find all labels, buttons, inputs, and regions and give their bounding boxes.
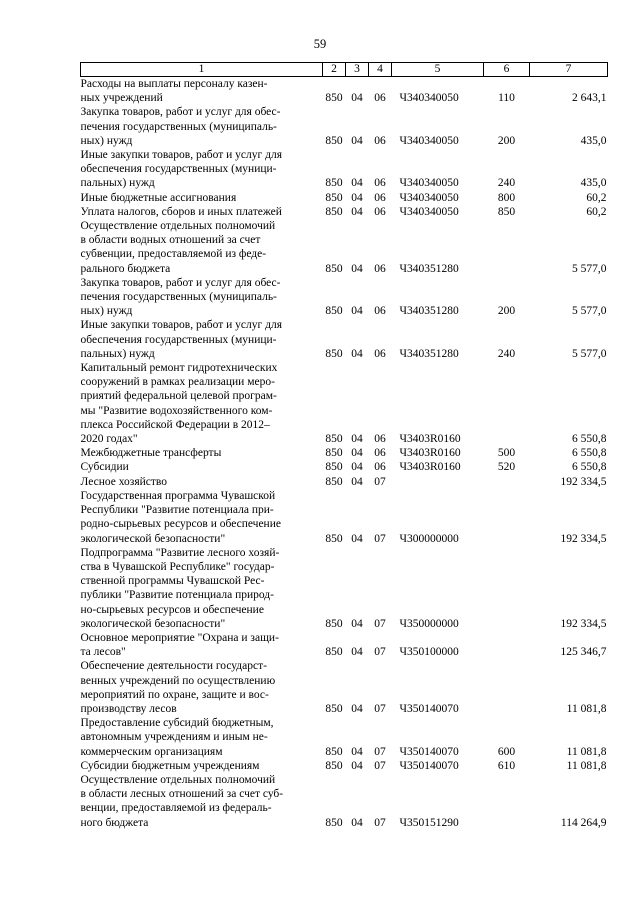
row-gr-code: 850 bbox=[325, 447, 343, 460]
row-description bbox=[81, 446, 323, 460]
row-description-line: Подпрограмма "Развитие лесного хозяй- bbox=[80, 546, 280, 559]
row-amount: 6 550,8 bbox=[572, 461, 607, 474]
row-description-line: плекса Российской Федерации в 2012– bbox=[80, 418, 270, 431]
row-target-article: Ч340340050 bbox=[399, 92, 459, 105]
table-row bbox=[81, 773, 608, 830]
row-description-line: Субсидии бюджетным учреждениям bbox=[80, 759, 260, 772]
row-target-article: Ч350000000 bbox=[399, 617, 459, 630]
row-description-line: пальных) нужд bbox=[80, 177, 155, 190]
row-amount: 11 081,8 bbox=[566, 745, 607, 758]
table-row bbox=[81, 489, 608, 546]
row-rz-code: 04 bbox=[351, 475, 363, 488]
row-gr-code: 850 bbox=[325, 532, 343, 545]
row-rz-code: 04 bbox=[351, 262, 363, 275]
row-pr-code: 06 bbox=[374, 177, 386, 190]
row-description-line: пальных) нужд bbox=[80, 347, 155, 360]
row-pr-code: 07 bbox=[374, 745, 386, 758]
row-description bbox=[81, 475, 323, 489]
page-number: 59 bbox=[313, 37, 327, 51]
row-description bbox=[81, 716, 323, 759]
row-description-line: автономным учреждениям и иным не- bbox=[80, 731, 268, 744]
row-expense-type bbox=[484, 773, 530, 830]
row-description-line: Расходы на выплаты персоналу казен- bbox=[80, 78, 268, 90]
row-pr-code: 07 bbox=[374, 532, 386, 545]
row-description bbox=[81, 773, 323, 830]
table-row bbox=[81, 460, 608, 474]
row-target-article: Ч3403R0160 bbox=[399, 461, 461, 474]
row-amount: 435,0 bbox=[580, 134, 607, 147]
row-target-article: Ч340340050 bbox=[399, 191, 459, 204]
row-description bbox=[81, 205, 323, 219]
row-gr-code: 850 bbox=[325, 461, 343, 474]
row-description bbox=[81, 759, 323, 773]
row-description bbox=[81, 191, 323, 205]
row-rz-code: 04 bbox=[351, 759, 363, 772]
row-pr-code: 06 bbox=[374, 461, 386, 474]
row-target-article: Ч3403R0160 bbox=[399, 433, 461, 446]
row-description bbox=[81, 489, 323, 546]
table-row bbox=[81, 361, 608, 446]
row-target-article: Ч340340050 bbox=[399, 177, 459, 190]
row-expense-type bbox=[484, 361, 530, 446]
row-description-line: печения государственных (муниципаль- bbox=[80, 120, 277, 133]
row-description-line: ных) нужд bbox=[80, 305, 133, 318]
row-expense-type: 850 bbox=[497, 205, 516, 218]
row-amount: 11 081,8 bbox=[566, 702, 607, 715]
header-cell-3: 3 bbox=[346, 63, 369, 77]
row-rz-code: 04 bbox=[351, 205, 363, 218]
row-target-article: Ч340351280 bbox=[399, 262, 459, 275]
row-pr-code: 06 bbox=[374, 205, 386, 218]
row-gr-code: 850 bbox=[325, 92, 343, 105]
row-gr-code: 850 bbox=[325, 702, 343, 715]
row-target-article: Ч300000000 bbox=[399, 532, 459, 545]
row-rz-code: 04 bbox=[351, 646, 363, 659]
row-target-article bbox=[392, 475, 484, 489]
row-description-line: та лесов" bbox=[80, 646, 126, 659]
row-expense-type: 240 bbox=[497, 347, 516, 360]
row-expense-type bbox=[484, 631, 530, 659]
row-rz-code: 04 bbox=[351, 816, 363, 829]
row-pr-code: 07 bbox=[374, 759, 386, 772]
row-description-line: родно-сырьевых ресурсов и обеспечение bbox=[80, 518, 281, 531]
row-amount: 2 643,1 bbox=[572, 92, 607, 105]
table-row bbox=[81, 546, 608, 631]
row-rz-code: 04 bbox=[351, 177, 363, 190]
header-cell-1: 1 bbox=[81, 63, 323, 77]
row-amount: 11 081,8 bbox=[566, 759, 607, 772]
table-row bbox=[81, 318, 608, 361]
row-rz-code: 04 bbox=[351, 745, 363, 758]
table-row bbox=[81, 659, 608, 716]
row-description-line: рального бюджета bbox=[80, 262, 171, 275]
row-expense-type bbox=[484, 475, 530, 489]
row-amount: 192 334,5 bbox=[560, 475, 607, 488]
row-description bbox=[81, 219, 323, 276]
row-description bbox=[81, 105, 323, 148]
row-target-article: Ч3403R0160 bbox=[399, 447, 461, 460]
row-description-line: обеспечения государственных (муници- bbox=[80, 333, 277, 346]
table-row bbox=[81, 446, 608, 460]
row-gr-code: 850 bbox=[325, 617, 343, 630]
table-row bbox=[81, 759, 608, 773]
row-description bbox=[81, 318, 323, 361]
row-rz-code: 04 bbox=[351, 447, 363, 460]
row-expense-type: 240 bbox=[497, 177, 516, 190]
table-row bbox=[81, 631, 608, 659]
row-description-line: субвенции, предоставляемой из феде- bbox=[80, 248, 267, 261]
row-amount: 5 577,0 bbox=[572, 347, 607, 360]
row-description bbox=[81, 77, 323, 106]
row-description bbox=[81, 460, 323, 474]
row-expense-type: 200 bbox=[497, 305, 516, 318]
row-gr-code: 850 bbox=[325, 759, 343, 772]
row-description-line: коммерческим организациям bbox=[80, 745, 223, 758]
row-pr-code: 06 bbox=[374, 347, 386, 360]
row-description-line: производству лесов bbox=[80, 702, 177, 715]
table-row bbox=[81, 475, 608, 489]
row-expense-type: 200 bbox=[497, 134, 516, 147]
row-pr-code: 06 bbox=[374, 433, 386, 446]
row-expense-type: 600 bbox=[497, 745, 516, 758]
row-rz-code: 04 bbox=[351, 433, 363, 446]
row-description-line: но-сырьевых ресурсов и обеспечение bbox=[80, 603, 264, 616]
row-description bbox=[81, 361, 323, 446]
row-description-line: венции, предоставляемой из федераль- bbox=[80, 802, 272, 815]
row-amount: 6 550,8 bbox=[572, 447, 607, 460]
row-description-line: мероприятий по охране, защите и вос- bbox=[80, 688, 269, 701]
row-description-line: мы "Развитие водохозяйственного ком- bbox=[80, 404, 273, 417]
row-description-line: Субсидии bbox=[80, 461, 129, 474]
row-description-line: Обеспечение деятельности государст- bbox=[80, 660, 267, 673]
row-gr-code: 850 bbox=[325, 177, 343, 190]
header-cell-4: 4 bbox=[369, 63, 392, 77]
row-description-line: ства в Чувашской Республике" государ- bbox=[80, 560, 275, 573]
header-cell-2: 2 bbox=[323, 63, 346, 77]
row-target-article: Ч340351280 bbox=[399, 305, 459, 318]
row-description-line: ных) нужд bbox=[80, 134, 133, 147]
row-amount: 60,2 bbox=[586, 191, 607, 204]
row-expense-type bbox=[484, 219, 530, 276]
row-rz-code: 04 bbox=[351, 347, 363, 360]
row-rz-code: 04 bbox=[351, 617, 363, 630]
row-pr-code: 07 bbox=[374, 475, 386, 488]
row-description-line: Предоставление субсидий бюджетным, bbox=[80, 717, 274, 730]
row-amount: 5 577,0 bbox=[572, 262, 607, 275]
row-gr-code: 850 bbox=[325, 347, 343, 360]
table-row bbox=[81, 148, 608, 191]
row-pr-code: 06 bbox=[374, 447, 386, 460]
row-pr-code: 07 bbox=[374, 816, 386, 829]
row-description bbox=[81, 659, 323, 716]
row-expense-type bbox=[484, 659, 530, 716]
row-rz-code: 04 bbox=[351, 191, 363, 204]
row-expense-type bbox=[484, 489, 530, 546]
row-amount: 192 334,5 bbox=[560, 617, 607, 630]
row-gr-code: 850 bbox=[325, 134, 343, 147]
row-amount: 125 346,7 bbox=[560, 646, 607, 659]
table-row bbox=[81, 205, 608, 219]
row-description-line: приятий федеральной целевой програм- bbox=[80, 390, 277, 403]
row-pr-code: 07 bbox=[374, 646, 386, 659]
row-rz-code: 04 bbox=[351, 532, 363, 545]
row-description-line: печения государственных (муниципаль- bbox=[80, 291, 277, 304]
row-target-article: Ч350140070 bbox=[399, 702, 459, 715]
row-description-line: ственной программы Чувашской Рес- bbox=[80, 575, 265, 588]
row-target-article: Ч340340050 bbox=[399, 134, 459, 147]
row-pr-code: 06 bbox=[374, 191, 386, 204]
row-expense-type: 800 bbox=[497, 191, 516, 204]
row-description-line: Основное мероприятие "Охрана и защи- bbox=[80, 631, 279, 644]
row-pr-code: 07 bbox=[374, 702, 386, 715]
table-header-row bbox=[81, 63, 608, 77]
row-rz-code: 04 bbox=[351, 134, 363, 147]
row-description-line: Иные бюджетные ассигнования bbox=[80, 191, 237, 204]
row-description-line: в области лесных отношений за счет суб- bbox=[80, 788, 284, 801]
row-description-line: Республики "Развитие потенциала при- bbox=[80, 504, 274, 517]
row-pr-code: 06 bbox=[374, 262, 386, 275]
row-rz-code: 04 bbox=[351, 92, 363, 105]
row-description-line: ных учреждений bbox=[80, 92, 163, 105]
row-description-line: Иные закупки товаров, работ и услуг для bbox=[80, 149, 282, 162]
row-target-article: Ч340340050 bbox=[399, 205, 459, 218]
row-rz-code: 04 bbox=[351, 702, 363, 715]
row-pr-code: 07 bbox=[374, 617, 386, 630]
row-description-line: публики "Развитие потенциала природ- bbox=[80, 589, 274, 602]
row-gr-code: 850 bbox=[325, 745, 343, 758]
row-target-article: Ч340351280 bbox=[399, 347, 459, 360]
table-row bbox=[81, 191, 608, 205]
row-rz-code: 04 bbox=[351, 461, 363, 474]
row-description-line: 2020 годах" bbox=[80, 433, 138, 446]
row-amount: 6 550,8 bbox=[572, 433, 607, 446]
row-gr-code: 850 bbox=[325, 433, 343, 446]
table-body bbox=[81, 77, 608, 830]
row-description-line: Осуществление отдельных полномочий bbox=[80, 220, 276, 233]
row-amount: 5 577,0 bbox=[572, 305, 607, 318]
row-description-line: венных учреждений по осуществлению bbox=[80, 674, 276, 687]
table-row bbox=[81, 276, 608, 319]
row-amount: 114 264,9 bbox=[560, 816, 607, 829]
row-expense-type: 610 bbox=[497, 759, 516, 772]
table-row bbox=[81, 105, 608, 148]
header-cell-5: 5 bbox=[392, 63, 484, 77]
budget-table bbox=[80, 62, 608, 830]
row-amount: 192 334,5 bbox=[560, 532, 607, 545]
row-expense-type: 110 bbox=[498, 92, 515, 105]
row-gr-code: 850 bbox=[325, 646, 343, 659]
row-expense-type: 500 bbox=[497, 447, 516, 460]
row-description-line: обеспечения государственных (муници- bbox=[80, 163, 277, 176]
row-description-line: Капитальный ремонт гидротехнических bbox=[80, 362, 278, 375]
table-row bbox=[81, 716, 608, 759]
row-target-article: Ч350100000 bbox=[399, 646, 459, 659]
row-expense-type bbox=[484, 546, 530, 631]
row-description-line: Межбюджетные трансферты bbox=[80, 447, 222, 460]
row-description bbox=[81, 546, 323, 631]
header-cell-6: 6 bbox=[484, 63, 530, 77]
row-target-article: Ч350140070 bbox=[399, 745, 459, 758]
row-gr-code: 850 bbox=[325, 191, 343, 204]
row-description-line: экологической безопасности" bbox=[80, 617, 226, 630]
row-description-line: Государственная программа Чувашской bbox=[80, 489, 276, 502]
row-description-line: Осуществление отдельных полномочий bbox=[80, 773, 276, 786]
row-description bbox=[81, 631, 323, 659]
row-description-line: ного бюджета bbox=[80, 816, 149, 829]
row-gr-code: 850 bbox=[325, 305, 343, 318]
row-gr-code: 850 bbox=[325, 262, 343, 275]
row-description-line: Лесное хозяйство bbox=[80, 475, 168, 488]
row-pr-code: 06 bbox=[374, 305, 386, 318]
table-row bbox=[81, 77, 608, 106]
row-description-line: Уплата налогов, сборов и иных платежей bbox=[80, 205, 282, 218]
row-description-line: экологической безопасности" bbox=[80, 532, 226, 545]
row-description-line: Иные закупки товаров, работ и услуг для bbox=[80, 319, 282, 332]
row-description-line: Закупка товаров, работ и услуг для обес- bbox=[80, 106, 281, 119]
row-expense-type: 520 bbox=[497, 461, 516, 474]
row-description-line: в области водных отношений за счет bbox=[80, 234, 261, 247]
row-target-article: Ч350151290 bbox=[399, 816, 459, 829]
row-amount: 60,2 bbox=[586, 205, 607, 218]
row-gr-code: 850 bbox=[325, 205, 343, 218]
row-description bbox=[81, 276, 323, 319]
row-gr-code: 850 bbox=[325, 816, 343, 829]
row-description bbox=[81, 148, 323, 191]
header-cell-7: 7 bbox=[530, 63, 608, 77]
row-pr-code: 06 bbox=[374, 92, 386, 105]
row-description-line: Закупка товаров, работ и услуг для обес- bbox=[80, 276, 281, 289]
table-row bbox=[81, 219, 608, 276]
row-amount: 435,0 bbox=[580, 177, 607, 190]
row-target-article: Ч350140070 bbox=[399, 759, 459, 772]
row-pr-code: 06 bbox=[374, 134, 386, 147]
row-gr-code: 850 bbox=[325, 475, 343, 488]
row-rz-code: 04 bbox=[351, 305, 363, 318]
row-description-line: сооружений в рамках реализации меро- bbox=[80, 376, 275, 389]
